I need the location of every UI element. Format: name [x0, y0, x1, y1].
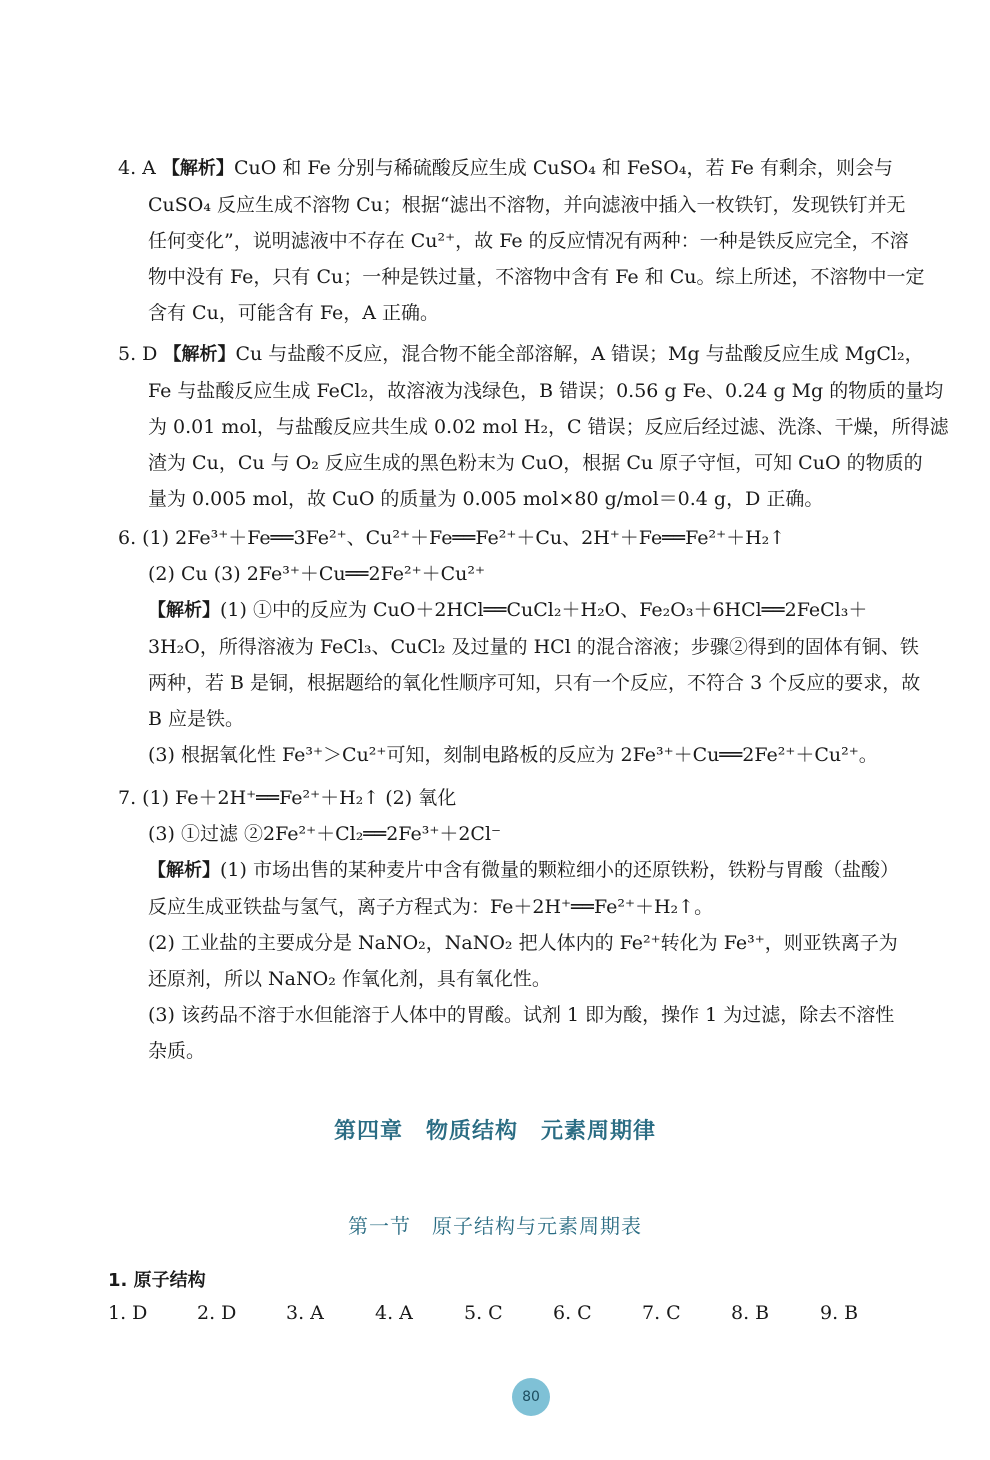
chapter-title: 第四章 物质结构 元素周期律: [333, 1119, 656, 1144]
answer-item: 7. C: [642, 1302, 681, 1324]
text-line: 量为 0.005 mol，故 CuO 的质量为 0.005 mol×80 g/mol＝0.4 g，D 正确。: [148, 488, 824, 510]
question-4-answer: 4. A: [118, 157, 162, 179]
question-7-explanation: [118, 780, 966, 1069]
text-line: (1) 市场出售的某种麦片中含有微量的颗粒细小的还原铁粉，铁粉与胃酸（盐酸）: [220, 859, 899, 881]
text-line: 渣为 Cu，Cu 与 O₂ 反应生成的黑色粉末为 CuO，根据 Cu 原子守恒，可知 CuO 的物质的: [148, 452, 923, 474]
text-line: 杂质。: [148, 1040, 206, 1062]
text-line: B 应是铁。: [148, 708, 245, 730]
answer-item: 6. C: [553, 1302, 592, 1324]
section-title: 第一节 原子结构与元素周期表: [348, 1214, 642, 1238]
text-line: (1) ①中的反应为 CuO＋2HCl══CuCl₂＋H₂O、Fe₂O₃＋6HCl══2FeCl₃＋: [220, 599, 868, 621]
text-line: CuO 和 Fe 分别与稀硫酸反应生成 CuSO₄ 和 FeSO₄，若 Fe 有剩余，则会与: [233, 157, 893, 179]
answer-list: [108, 1302, 909, 1324]
text-line: 3H₂O，所得溶液为 FeCl₃、CuCl₂ 及过量的 HCl 的混合溶液；步骤②得到的固体有铜、铁: [148, 636, 919, 658]
analysis-label: 【解析】: [148, 600, 220, 621]
text-line: 含有 Cu，可能含有 Fe，A 正确。: [148, 302, 440, 324]
answer-item: 5. C: [464, 1302, 503, 1324]
analysis-label: 【解析】: [163, 344, 236, 365]
text-line: Fe 与盐酸反应生成 FeCl₂，故溶液为浅绿色，B 错误；0.56 g Fe、0.24 g Mg 的物质的量均: [148, 380, 944, 402]
analysis-label: 【解析】: [161, 158, 234, 179]
subsection-heading: 1. 原子结构: [108, 1270, 206, 1291]
text-line: (2) Cu (3) 2Fe³⁺＋Cu══2Fe²⁺＋Cu²⁺: [148, 563, 486, 585]
question-5-answer: 5. D: [118, 343, 164, 365]
text-line: 物中没有 Fe，只有 Cu；一种是铁过量，不溶物中含有 Fe 和 Cu。综上所述，不溶物中一定: [148, 266, 925, 288]
text-line: (3) ①过滤 ②2Fe²⁺＋Cl₂══2Fe³⁺＋2Cl⁻: [148, 823, 502, 845]
text-line: (3) 该药品不溶于水但能溶于人体中的胃酸。试剂 1 即为酸，操作 1 为过滤，除去不溶性: [148, 1004, 895, 1026]
question-6-answer: 6. (1) 2Fe³⁺＋Fe══3Fe²⁺、Cu²⁺＋Fe══Fe²⁺＋Cu、2H⁺＋Fe══Fe²⁺＋H₂↑: [118, 527, 786, 549]
analysis-label: 【解析】: [148, 860, 220, 881]
text-line: Cu 与盐酸不反应，混合物不能全部溶解，A 错误；Mg 与盐酸反应生成 MgCl₂，: [235, 343, 924, 365]
answer-item: 9. B: [820, 1302, 859, 1324]
answer-item: 3. A: [286, 1302, 324, 1324]
answer-item: 2. D: [197, 1302, 237, 1324]
text-line: (2) 工业盐的主要成分是 NaNO₂，NaNO₂ 把人体内的 Fe²⁺转化为 Fe³⁺，则亚铁离子为: [148, 932, 898, 954]
question-6-explanation: [118, 520, 966, 773]
text-line: (3) 根据氧化性 Fe³⁺＞Cu²⁺可知，刻制电路板的反应为 2Fe³⁺＋Cu══2Fe²⁺＋Cu²⁺。: [148, 744, 878, 766]
page-number: 80: [512, 1378, 550, 1416]
question-5-explanation: [118, 336, 966, 517]
text-line: 任何变化”，说明滤液中不存在 Cu²⁺，故 Fe 的反应情况有两种：一种是铁反应完全，不溶: [148, 230, 909, 252]
answer-item: 1. D: [108, 1302, 148, 1324]
text-line: 两种，若 B 是铜，根据题给的氧化性顺序可知，只有一个反应，不符合 3 个反应的要求，故: [148, 672, 921, 694]
text-line: 为 0.01 mol，与盐酸反应共生成 0.02 mol H₂，C 错误；反应后经过滤、洗涤、干燥，所得滤: [148, 416, 949, 438]
text-line: CuSO₄ 反应生成不溶物 Cu；根据“滤出不溶物，并向滤液中插入一枚铁钉，发现铁钉并无: [148, 194, 906, 216]
answer-item: 8. B: [731, 1302, 770, 1324]
text-line: 还原剂，所以 NaNO₂ 作氧化剂，具有氧化性。: [148, 968, 551, 990]
text-line: 反应生成亚铁盐与氢气，离子方程式为：Fe＋2H⁺══Fe²⁺＋H₂↑。: [148, 896, 714, 918]
question-4-explanation: [118, 150, 966, 331]
answer-item: 4. A: [375, 1302, 413, 1324]
question-7-answer: 7. (1) Fe＋2H⁺══Fe²⁺＋H₂↑ (2) 氧化: [118, 787, 457, 809]
